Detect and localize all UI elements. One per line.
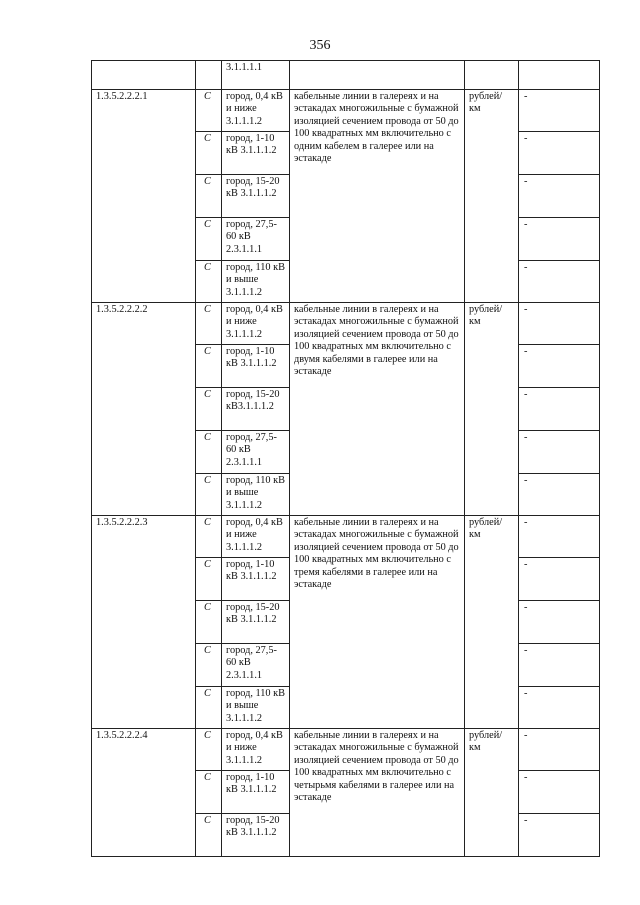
letter-cell: С xyxy=(196,388,222,431)
place-cell: город, 15-20 кВ 3.1.1.1.2 xyxy=(222,175,290,218)
code-cell: 1.3.5.2.2.2.1 xyxy=(92,90,196,303)
value-cell: - xyxy=(519,474,600,516)
value-cell: - xyxy=(519,644,600,687)
value-cell: - xyxy=(519,345,600,388)
description-cell xyxy=(290,61,465,90)
code-cell: 1.3.5.2.2.2.2 xyxy=(92,303,196,516)
rates-table-body xyxy=(92,61,600,857)
letter-cell: С xyxy=(196,90,222,132)
description-cell: кабельные линии в галереях и на эстакадах многожильные с бумажной изоляцией сечением провода от 50 до 100 квадратных мм включительно с четырьмя кабелями в галерее или на эстакаде xyxy=(290,729,465,857)
table-row xyxy=(92,90,600,132)
description-cell: кабельные линии в галереях и на эстакадах многожильные с бумажной изоляцией сечением провода от 50 до 100 квадратных мм включительно с двумя кабелями в галерее или на эстакаде xyxy=(290,303,465,516)
letter-cell: С xyxy=(196,431,222,474)
place-cell: город, 1-10 кВ 3.1.1.1.2 xyxy=(222,132,290,175)
place-cell: город, 15-20 кВ 3.1.1.1.2 xyxy=(222,814,290,857)
letter-cell: С xyxy=(196,132,222,175)
unit-cell: рублей/ км xyxy=(465,516,519,729)
place-cell: город, 0,4 кВ и ниже 3.1.1.1.2 xyxy=(222,90,290,132)
value-cell: - xyxy=(519,218,600,261)
place-cell: город, 27,5-60 кВ 2.3.1.1.1 xyxy=(222,644,290,687)
place-cell: город, 110 кВ и выше 3.1.1.1.2 xyxy=(222,474,290,516)
letter-cell: С xyxy=(196,345,222,388)
unit-cell: рублей/ км xyxy=(465,729,519,857)
letter-cell: С xyxy=(196,601,222,644)
place-cell: город, 0,4 кВ и ниже 3.1.1.1.2 xyxy=(222,516,290,558)
value-cell: - xyxy=(519,771,600,814)
place-cell: город, 15-20 кВ 3.1.1.1.2 xyxy=(222,601,290,644)
code-cell xyxy=(92,61,196,90)
letter-cell: С xyxy=(196,303,222,345)
value-cell: - xyxy=(519,261,600,303)
letter-cell: С xyxy=(196,516,222,558)
value-cell: - xyxy=(519,687,600,729)
value-cell: - xyxy=(519,303,600,345)
continuation-row xyxy=(92,61,600,90)
value-cell: - xyxy=(519,90,600,132)
letter-cell: С xyxy=(196,687,222,729)
description-cell: кабельные линии в галереях и на эстакадах многожильные с бумажной изоляцией сечением провода от 50 до 100 квадратных мм включительно с одним кабелем в галерее или на эстакаде xyxy=(290,90,465,303)
value-cell: - xyxy=(519,388,600,431)
page-number: 356 xyxy=(309,38,331,53)
place-cell: город, 110 кВ и выше 3.1.1.1.2 xyxy=(222,687,290,729)
description-cell: кабельные линии в галереях и на эстакадах многожильные с бумажной изоляцией сечением провода от 50 до 100 квадратных мм включительно с тремя кабелями в галерее или на эстакаде xyxy=(290,516,465,729)
table-row xyxy=(92,516,600,558)
place-cell: город, 110 кВ и выше 3.1.1.1.2 xyxy=(222,261,290,303)
place-cell: город, 0,4 кВ и ниже 3.1.1.1.2 xyxy=(222,303,290,345)
place-cell: город, 27,5-60 кВ 2.3.1.1.1 xyxy=(222,218,290,261)
place-cell: город, 1-10 кВ 3.1.1.1.2 xyxy=(222,771,290,814)
value-cell: - xyxy=(519,814,600,857)
value-cell: - xyxy=(519,431,600,474)
letter-cell xyxy=(196,61,222,90)
unit-cell: рублей/ км xyxy=(465,303,519,516)
value-cell: - xyxy=(519,132,600,175)
letter-cell: С xyxy=(196,771,222,814)
unit-cell: рублей/ км xyxy=(465,90,519,303)
letter-cell: С xyxy=(196,729,222,771)
place-cell: город, 1-10 кВ 3.1.1.1.2 xyxy=(222,345,290,388)
place-cell: город, 27,5-60 кВ 2.3.1.1.1 xyxy=(222,431,290,474)
place-cell: город, 1-10 кВ 3.1.1.1.2 xyxy=(222,558,290,601)
place-cell: город, 15-20 кВ3.1.1.1.2 xyxy=(222,388,290,431)
letter-cell: С xyxy=(196,175,222,218)
unit-cell xyxy=(465,61,519,90)
letter-cell: С xyxy=(196,218,222,261)
code-cell: 1.3.5.2.2.2.4 xyxy=(92,729,196,857)
rates-table xyxy=(91,60,600,857)
letter-cell: С xyxy=(196,644,222,687)
value-cell: - xyxy=(519,558,600,601)
value-cell: - xyxy=(519,729,600,771)
value-cell xyxy=(519,61,600,90)
letter-cell: С xyxy=(196,814,222,857)
value-cell: - xyxy=(519,175,600,218)
letter-cell: С xyxy=(196,261,222,303)
value-cell: - xyxy=(519,601,600,644)
code-cell: 1.3.5.2.2.2.3 xyxy=(92,516,196,729)
letter-cell: С xyxy=(196,474,222,516)
place-cell: 3.1.1.1.1 xyxy=(222,61,290,90)
table-row xyxy=(92,729,600,771)
table-row xyxy=(92,303,600,345)
letter-cell: С xyxy=(196,558,222,601)
value-cell: - xyxy=(519,516,600,558)
place-cell: город, 0,4 кВ и ниже 3.1.1.1.2 xyxy=(222,729,290,771)
